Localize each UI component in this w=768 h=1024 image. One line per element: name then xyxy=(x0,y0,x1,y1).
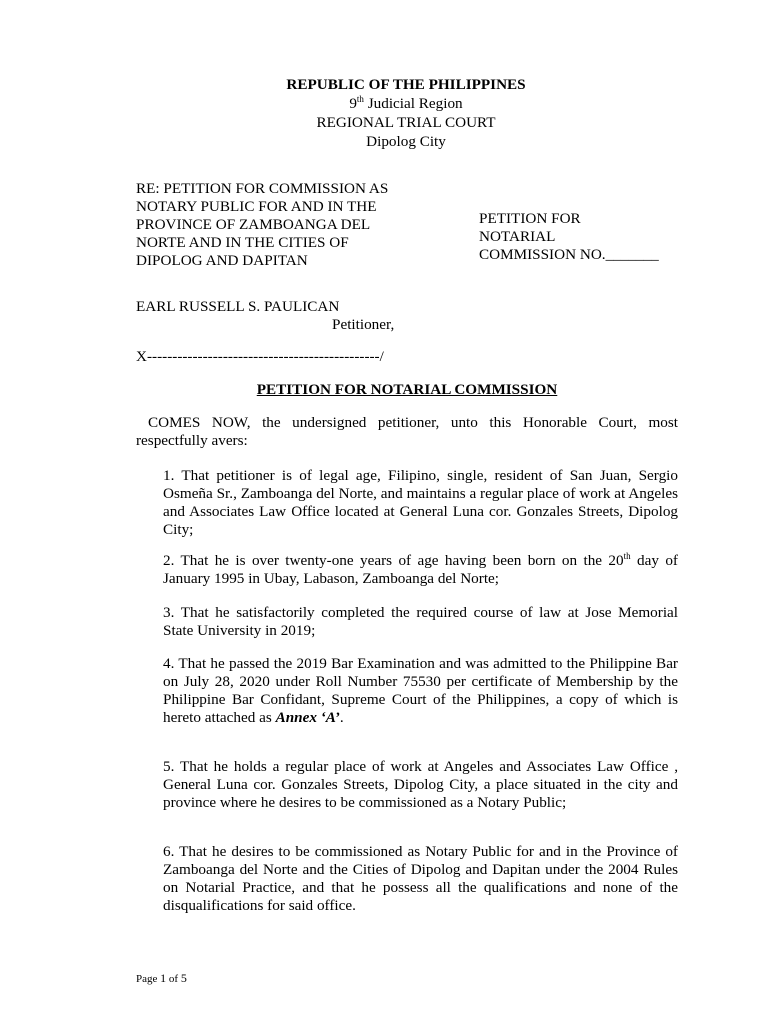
paragraph-1 xyxy=(163,467,678,539)
court-header xyxy=(0,76,768,152)
paragraph-4 xyxy=(163,655,678,727)
case-caption-re xyxy=(136,180,446,270)
page-total: 5 xyxy=(180,971,187,985)
intro-paragraph: COMES NOW, the undersigned petitioner, unto this Honorable Court, most respectfully avers: xyxy=(136,414,678,449)
paragraph-3 xyxy=(163,604,678,640)
republic-heading: REPUBLIC OF THE PHILIPPINES xyxy=(286,76,526,93)
caption-right-line: COMMISSION NO._______ xyxy=(479,246,659,263)
region-suffix: th xyxy=(356,93,364,104)
petitioner-block xyxy=(136,298,394,334)
petitioner-label: Petitioner, xyxy=(332,316,395,333)
caption-right-line: PETITION FOR xyxy=(479,210,581,227)
re-line: NORTE AND IN THE CITIES OF xyxy=(136,234,349,251)
paragraph-2-sup: th xyxy=(623,550,631,561)
page-footer xyxy=(136,969,187,988)
caption-right-line: NOTARIAL xyxy=(479,228,556,245)
paragraph-6 xyxy=(163,843,678,915)
paragraph-4-end: . xyxy=(339,709,344,726)
paragraph-3-text: 3. That he satisfactorily completed the required course of law at Jose Memorial State University in 2019; xyxy=(163,604,678,639)
annex-reference: Annex ‘A’ xyxy=(275,709,340,726)
of-word: of xyxy=(166,973,181,985)
case-caption-number xyxy=(479,210,709,264)
re-line: DIPOLOG AND DAPITAN xyxy=(136,252,308,269)
re-line: PROVINCE OF ZAMBOANGA DEL xyxy=(136,216,371,233)
document-title: PETITION FOR NOTARIAL COMMISSION xyxy=(256,381,558,398)
paragraph-2-text xyxy=(163,552,678,588)
paragraph-6-text: 6. That he desires to be commissioned as Notary Public for and in the Province of Zamboanga del Norte and the Cities of Dipolog and Dapitan under the 2004 Rules on Notarial Practice, and that he possess all the qualifications and none of the disqualifications for said office. xyxy=(163,843,678,914)
page-word: Page xyxy=(136,973,161,985)
paragraph-4-part-a: 4. That he passed the 2019 Bar Examination and was admitted to the Philippine Bar on July 28, 2020 under Roll Number 75530 per certificate of Membership by the Philippine Bar Confidant, Supreme Court of the Philippines, a copy of which is hereto attached as xyxy=(163,655,678,726)
re-line: RE: PETITION FOR COMMISSION AS xyxy=(136,180,389,197)
region-number: 9 xyxy=(349,95,357,112)
paragraph-2-part-b: day of January 1995 in Ubay, Labason, Zamboanga del Norte; xyxy=(163,552,678,587)
court-name: REGIONAL TRIAL COURT xyxy=(316,114,496,131)
paragraph-2-part-a: 2. That he is over twenty-one years of age having been born on the 20 xyxy=(163,552,624,569)
judicial-region xyxy=(0,95,768,114)
re-line: NOTARY PUBLIC FOR AND IN THE xyxy=(136,198,377,215)
paragraph-1-text: 1. That petitioner is of legal age, Filipino, single, resident of San Juan, Sergio Osmeña Sr., Zamboanga del Norte, and maintains a regular place of work at Angeles and Associates Law Office located at General Luna cor. Gonzales Streets, Dipolog City; xyxy=(163,467,678,538)
page-number: 1 xyxy=(160,971,167,985)
paragraph-5-text: 5. That he holds a regular place of work at Angeles and Associates Law Office , General Luna cor. Gonzales Streets, Dipolog City, a place situated in the city and province where he desires to be commissioned as a Notary Public; xyxy=(163,758,678,811)
paragraph-4-text xyxy=(163,655,678,727)
region-text: Judicial Region xyxy=(363,95,463,112)
paragraph-5 xyxy=(163,758,678,812)
petitioner-name: EARL RUSSELL S. PAULICAN xyxy=(136,298,340,315)
caption-separator: X----------------------------------------------/ xyxy=(136,348,384,365)
paragraph-2 xyxy=(163,552,678,588)
court-city: Dipolog City xyxy=(366,133,446,150)
